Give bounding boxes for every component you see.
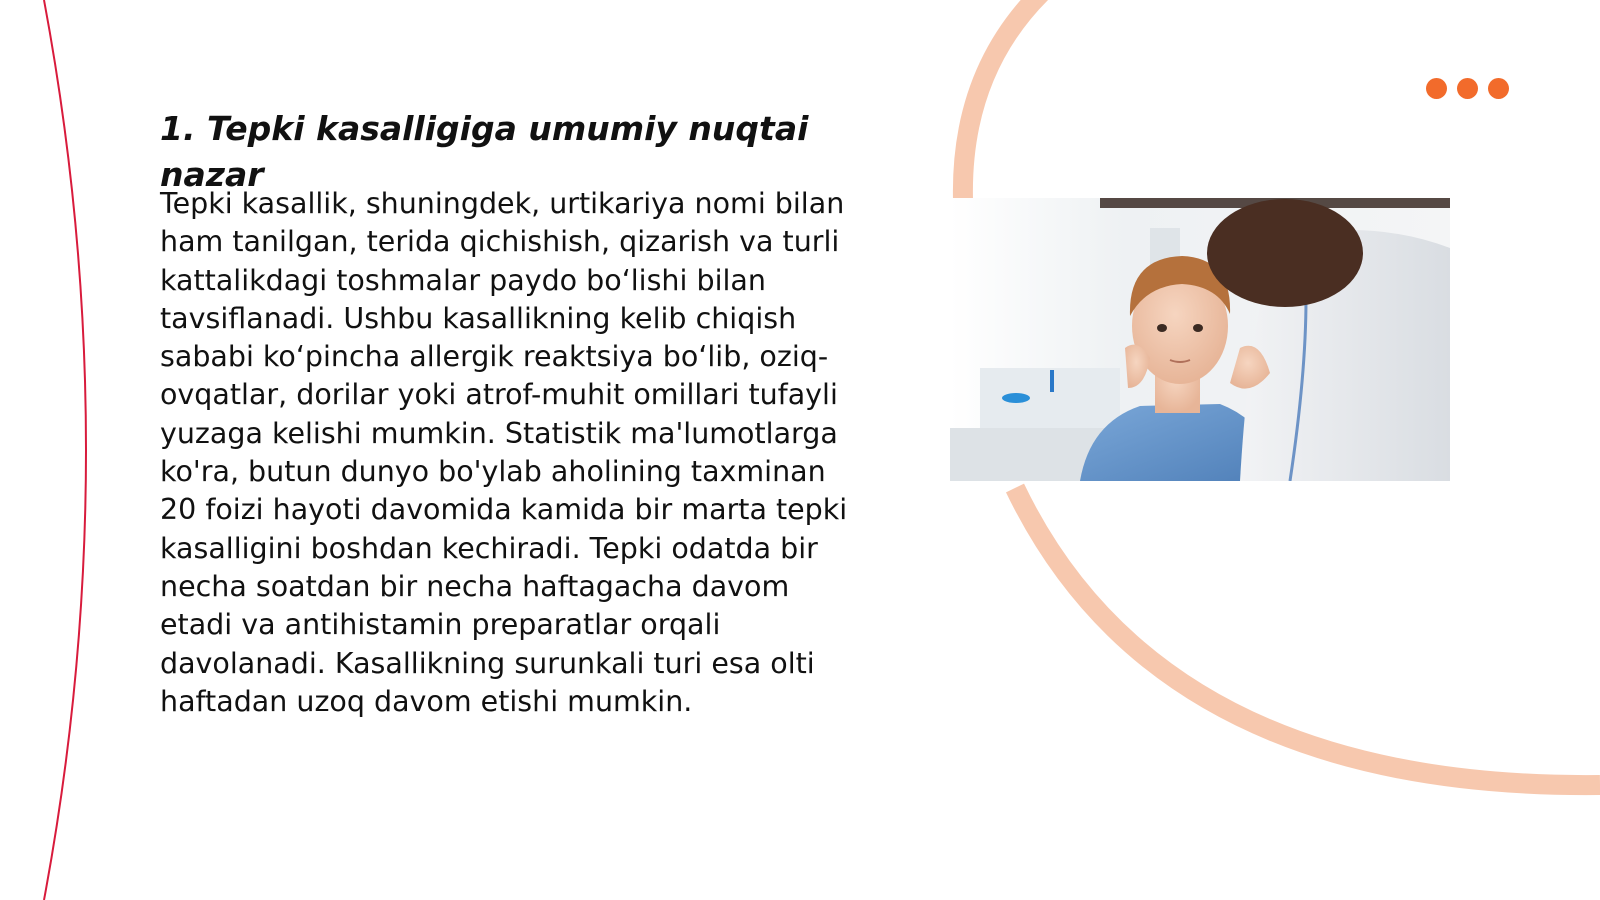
orange-dot: [1426, 78, 1447, 99]
peach-arc-top: [963, 0, 1046, 200]
orange-dot: [1457, 78, 1478, 99]
doctor-child-photo: [950, 198, 1450, 481]
left-accent-curve: [44, 0, 86, 900]
slide-title: 1. Tepki kasalligiga umumiy nuqtai nazar: [160, 109, 809, 194]
peach-arc-bottom: [1015, 488, 1600, 785]
orange-dot: [1488, 78, 1509, 99]
decorative-dots: [1426, 78, 1509, 99]
slide-body-text: Tepki kasallik, shuningdek, urtikariya nomi bilan ham tanilgan, terida qichishish, qizarish va turli kattalikdagi toshmalar paydo bo‘lishi bilan tavsiflanadi. Ushbu kasallikning kelib chiqish sababi ko‘pincha allergik reaktsiya bo‘lib, oziq-ovqatlar, dorilar yoki atrof-muhit omillari tufayli yuzaga kelishi mumkin. Statistik ma'lumotlarga ko'ra, butun dunyo bo'ylab aholining taxminan 20 foizi hayoti davomida kamida bir marta tepki kasalligini boshdan kechiradi. Tepki odatda bir necha soatdan bir necha haftagacha davom etadi va antihistamin preparatlar orqali davolanadi. Kasallikning surunkali turi esa olti haftadan uzoq davom etishi mumkin.: [160, 187, 848, 718]
